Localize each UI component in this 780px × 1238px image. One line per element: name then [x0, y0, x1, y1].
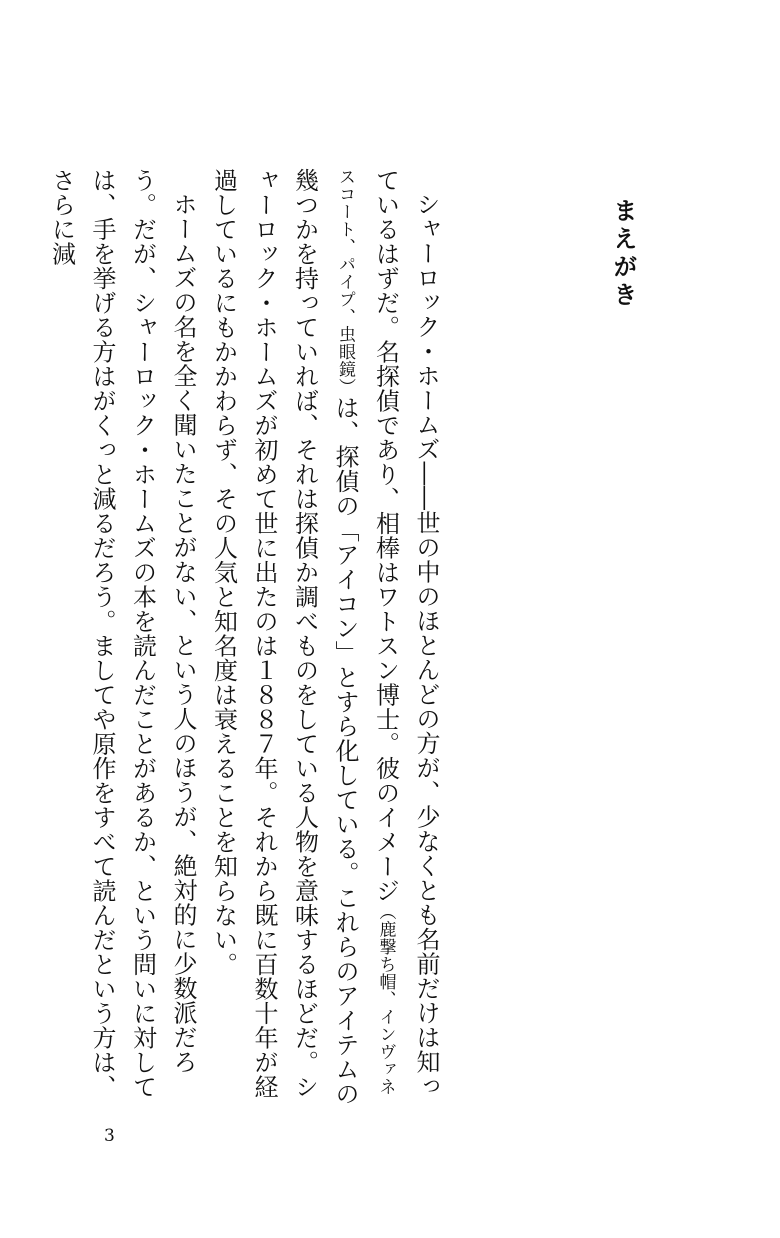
paragraph-1	[203, 168, 446, 1108]
paragraph-2: ホームズの名を全く聞いたことがない、という人のほうが、絶対的に少数派だろう。だが、シャーロック・ホームズの本を読んだことがあるか、という問いに対しては、手を挙げる方はがくっと減るだろう。ましてや原作をすべて読んだという方は、さらに減	[47, 168, 197, 1099]
paragraph-1-part-b: は、探偵の「アイコン」とすら化している。これらのアイテムの幾つかを持っていれば、それは探偵か調べものをしている人物を意味するほどだ。シャーロック・ホームズが初めて世に出たのは１８８７年。それから既に百数十年が経過しているにもかかわらず、その人気と知名度は衰えることを知らない。	[209, 168, 359, 1106]
body-text	[47, 168, 446, 1108]
paragraph-1-part-a: シャーロック・ホームズ――世の中のほとんどの方が、少なくとも名前だけは知っているはずだ。名探偵であり、相棒はワトスン博士。彼のイメージ	[371, 168, 440, 1099]
page-number: 3	[104, 1126, 115, 1146]
paragraph-1-parenthetical: （鹿撃ち帽、インヴァネスコート、パイプ、虫眼鏡）	[335, 168, 396, 1096]
chapter-title: まえがき	[609, 198, 638, 310]
